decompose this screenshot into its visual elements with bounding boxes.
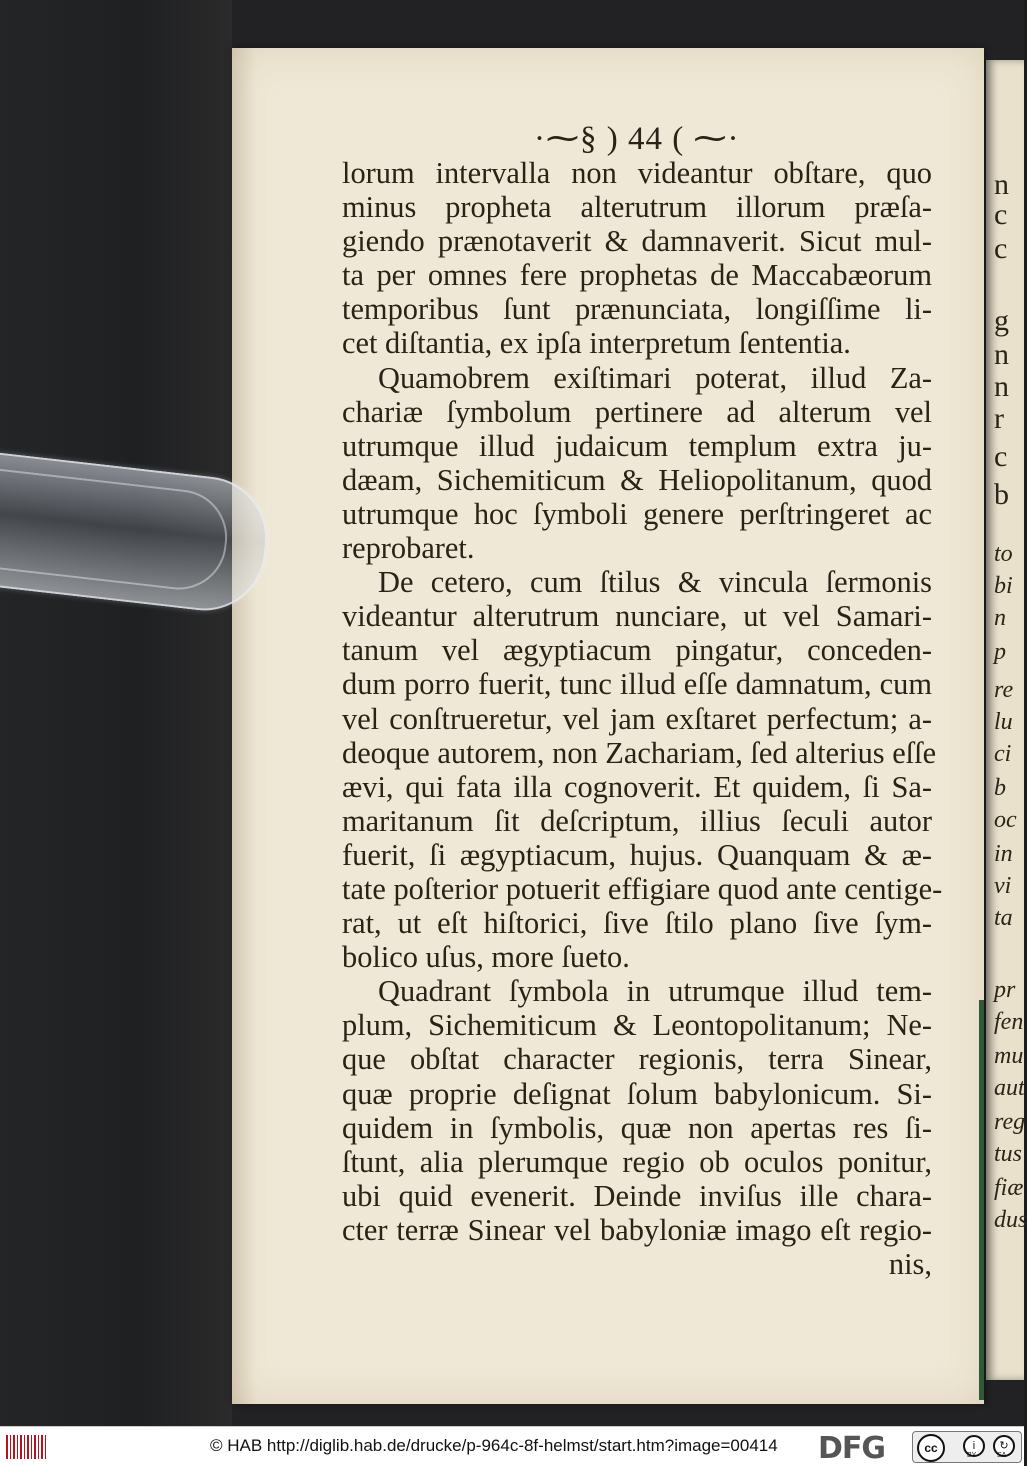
adjacent-page-fragment: lu	[994, 709, 1013, 735]
text-line: tate poſterior potuerit effigiare quod ante centige-	[342, 871, 943, 906]
text-line: De cetero, cum ſtilus & vincula ſermonis	[378, 565, 932, 600]
adjacent-page-fragment: fiæ	[994, 1175, 1024, 1201]
adjacent-page-fragment: r	[994, 402, 1004, 435]
text-line: videantur alterutrum nunciare, ut vel Samari-	[342, 599, 932, 634]
adjacent-page-fragment: vi	[994, 873, 1012, 899]
text-line: minus propheta alterutrum illorum præſa-	[342, 190, 932, 225]
adjacent-page-fragment: aut	[994, 1075, 1025, 1101]
adjacent-page-fragment: dus	[994, 1207, 1027, 1233]
text-line: dæam, Sichemiticum & Heliopolitanum, quod	[342, 462, 932, 497]
page-edge-strip	[979, 1000, 984, 1400]
text-line: maritanum ſit deſcriptum, illius ſeculi autor	[342, 803, 932, 838]
adjacent-page-fragment: fen	[994, 1009, 1024, 1035]
adjacent-page-fragment: n	[994, 370, 1009, 403]
adjacent-page-fragment: re	[994, 677, 1014, 703]
adjacent-page-fragment: b	[994, 775, 1006, 801]
adjacent-page-fragment: n	[994, 338, 1009, 371]
adjacent-page-fragment: c	[994, 440, 1008, 473]
adjacent-page-fragment: p	[994, 639, 1006, 665]
cc-license-badge[interactable]	[912, 1431, 1022, 1463]
adjacent-page-fragment: bi	[994, 573, 1013, 599]
page-gutter-shadow	[232, 48, 256, 1404]
adjacent-page-fragment: mu	[994, 1043, 1024, 1069]
text-line: chariæ ſymbolum pertinere ad alterum vel	[342, 394, 932, 429]
adjacent-page-fragment: n	[994, 168, 1009, 201]
adjacent-page-edge	[986, 60, 1027, 1380]
adjacent-page-fragment: oc	[994, 807, 1017, 833]
text-line: dum porro fuerit, tunc illud eſſe damnatum, cum	[342, 667, 932, 702]
sa-label: SA	[997, 1452, 1007, 1459]
text-line: Quamobrem exiſtimari poterat, illud Za-	[378, 360, 932, 395]
hab-barcode-logo	[6, 1435, 48, 1459]
adjacent-page-fragment: ta	[994, 905, 1013, 931]
adjacent-page-fragment: b	[994, 478, 1009, 511]
text-line: utrumque illud judaicum templum extra ju-	[342, 428, 932, 463]
text-line: lorum intervalla non videantur obſtare, quo	[342, 156, 932, 190]
text-line: plum, Sichemiticum & Leontopolitanum; Ne-	[342, 1008, 932, 1043]
by-attribution-icon: i	[963, 1435, 985, 1457]
adjacent-page-fragment: reg	[994, 1109, 1026, 1135]
text-line: ævi, qui fata illa cognoverit. Et quidem, ſi Sa-	[342, 769, 932, 804]
text-line: vel conſtrueretur, vel jam exſtaret perfectum; a-	[342, 701, 932, 736]
plastic-page-clip-inner	[0, 468, 232, 594]
text-line: giendo prænotaverit & damnaverit. Sicut mul-	[342, 224, 932, 259]
scan-left-margin	[0, 0, 232, 1426]
text-line: nis,	[888, 1247, 932, 1281]
adjacent-page-fragment: in	[994, 841, 1013, 867]
page-header-number: ·⁓§ ) 44 ( ⁓·	[534, 121, 740, 157]
adjacent-page-fragment: ci	[994, 741, 1012, 767]
text-line: bolico uſus, more ſueto.	[342, 940, 630, 975]
adjacent-page-fragment: c	[994, 232, 1008, 265]
text-line: ubi quid evenerit. Deinde inviſus ille chara-	[342, 1178, 932, 1213]
by-label: BY	[967, 1452, 977, 1459]
text-line: fuerit, ſi ægyptiacum, hujus. Quanquam & æ-	[342, 837, 932, 872]
text-line: que obſtat character regionis, terra Sinear,	[342, 1042, 932, 1077]
text-line: deoque autorem, non Zachariam, ſed alterius eſſe	[342, 735, 937, 770]
text-line: Quadrant ſymbola in utrumque illud tem-	[378, 974, 932, 1009]
text-line: ſtunt, alia plerumque regio ob oculos ponitur,	[342, 1144, 932, 1179]
adjacent-page-fragment: n	[994, 605, 1006, 631]
copyright-link[interactable]: © HAB http://diglib.hab.de/drucke/p-964c-8f-helmst/start.htm?image=00414	[210, 1436, 778, 1455]
viewer-footer	[0, 1426, 1024, 1466]
text-line: cet diſtantia, ex ipſa interpretum ſententia.	[342, 326, 851, 361]
page-body-text	[342, 156, 943, 1281]
adjacent-page-fragment: to	[994, 541, 1013, 567]
text-line: quæ proprie deſignat ſolum babylonicum. Si-	[342, 1076, 932, 1111]
adjacent-page-fragment: g	[994, 304, 1009, 337]
text-line: rat, ut eſt hiſtorici, ſive ſtilo plano ſive ſym-	[342, 906, 932, 941]
text-line: utrumque hoc ſymboli genere perſtringeret ac	[342, 496, 932, 531]
dfg-logo: DFG	[818, 1431, 886, 1466]
text-line: reprobaret.	[342, 531, 475, 566]
adjacent-page-fragment: pr	[994, 977, 1016, 1003]
text-line: ta per omnes fere prophetas de Maccabæorum	[342, 258, 932, 293]
cc-icon: cc	[917, 1434, 945, 1462]
text-line: temporibus ſunt prænunciata, longiſſime li-	[342, 292, 932, 327]
sa-share-alike-icon: ↻	[993, 1435, 1015, 1457]
adjacent-page-fragment: c	[994, 198, 1008, 231]
text-line: quidem in ſymbolis, quæ non apertas res ſi-	[342, 1110, 932, 1145]
adjacent-page-fragment: tus	[994, 1141, 1023, 1167]
text-line: cter terræ Sinear vel babyloniæ imago eſt regio-	[342, 1212, 932, 1247]
text-line: tanum vel ægyptiacum pingatur, conceden-	[342, 633, 932, 668]
